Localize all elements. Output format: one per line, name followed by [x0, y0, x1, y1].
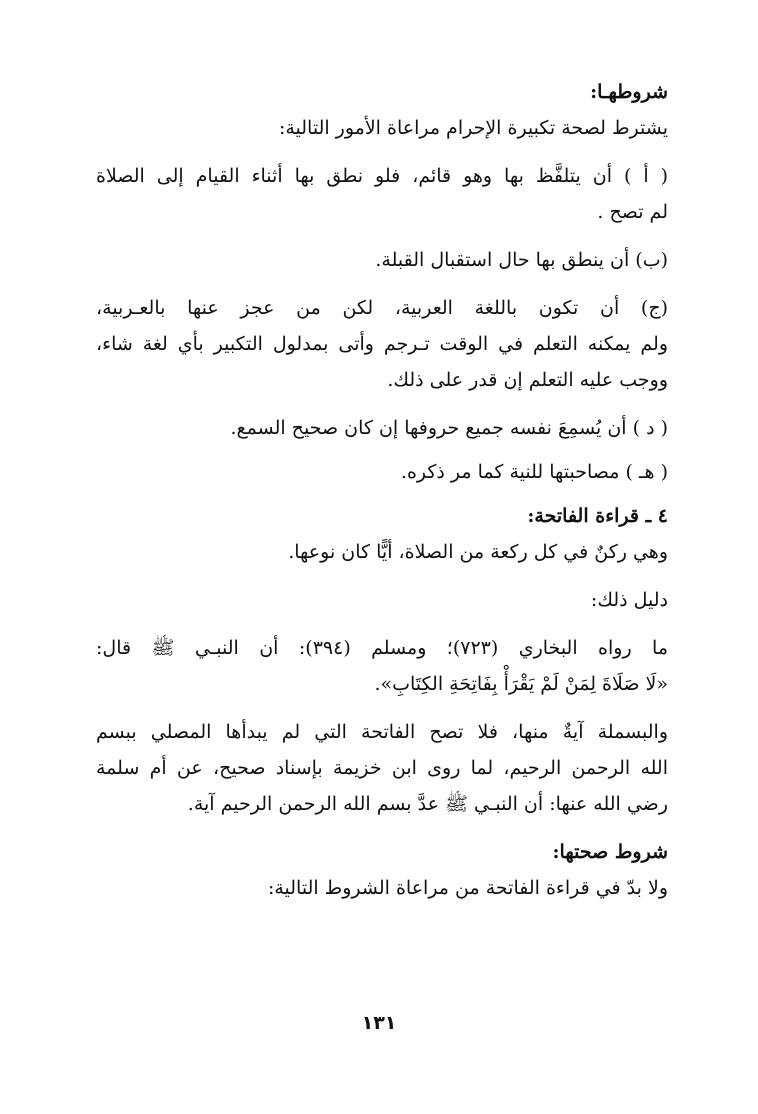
fatiha-heading: ٤ ـ قراءة الفاتحة:: [527, 505, 668, 527]
condition-c-line-3: ووجب عليه التعلم إن قدر على ذلك.: [387, 369, 668, 391]
basmala-line-3: رضي الله عنها: أن النبـي ﷺ عدَّ بسم الله الرحمن الرحيم آية.: [187, 793, 668, 815]
fatiha-pillar: وهي ركنٌ في كل ركعة من الصلاة، أيًّا كان نوعها.: [288, 541, 668, 563]
page-body: [96, 74, 668, 906]
condition-b: (ب) أن ينطق بها حال استقبال القبلة.: [375, 249, 668, 271]
conditions-heading: شروطهـا:: [590, 81, 668, 103]
basmala-line-2: الله الرحمن الرحيم، لما روى ابن خزيمة بإسناد صحيح، عن أم سلمة: [96, 757, 668, 779]
condition-c-line-1: (ج) أن تكون باللغة العربية، لكن من عجز عنها بالعـربية،: [96, 297, 668, 319]
condition-c-line-2: ولم يمكنه التعلم في الوقت تـرجم وأتى بمدلول التكبير بأي لغة شاء،: [96, 333, 668, 355]
page-number: ١٣١: [361, 1012, 397, 1034]
condition-a-line-1: ( أ ) أن يتلفَّظ بها وهو قائم، فلو نطق بها أثناء القيام إلى الصلاة: [96, 165, 668, 187]
conditions-intro: يشترط لصحة تكبيرة الإحرام مراعاة الأمور التالية:: [278, 117, 668, 139]
validity-heading: شروط صحتها:: [552, 841, 668, 863]
hadith-line-1: ما رواه البخاري (٧٢٣)؛ ومسلم (٣٩٤): أن النبـي ﷺ قال:: [96, 637, 669, 659]
condition-d: ( د ) أن يُسمِعَ نفسه جميع حروفها إن كان صحيح السمع.: [230, 417, 668, 439]
evidence-heading: دليل ذلك:: [590, 589, 668, 611]
condition-h: ( هـ ) مصاحبتها للنية كما مر ذكره.: [400, 461, 668, 483]
basmala-line-1: والبسملة آيةٌ منها، فلا تصح الفاتحة التي لم يبدأها المصلي ببسم: [96, 721, 668, 743]
hadith-quote: «لَا صَلَاةَ لِمَنْ لَمْ يَقْرَأْ بِفَاتِحَةِ الكِتَابِ».: [374, 673, 668, 695]
condition-a-line-2: لم تصح .: [597, 201, 668, 223]
validity-intro: ولا بدّ في قراءة الفاتحة من مراعاة الشروط التالية:: [267, 877, 668, 899]
